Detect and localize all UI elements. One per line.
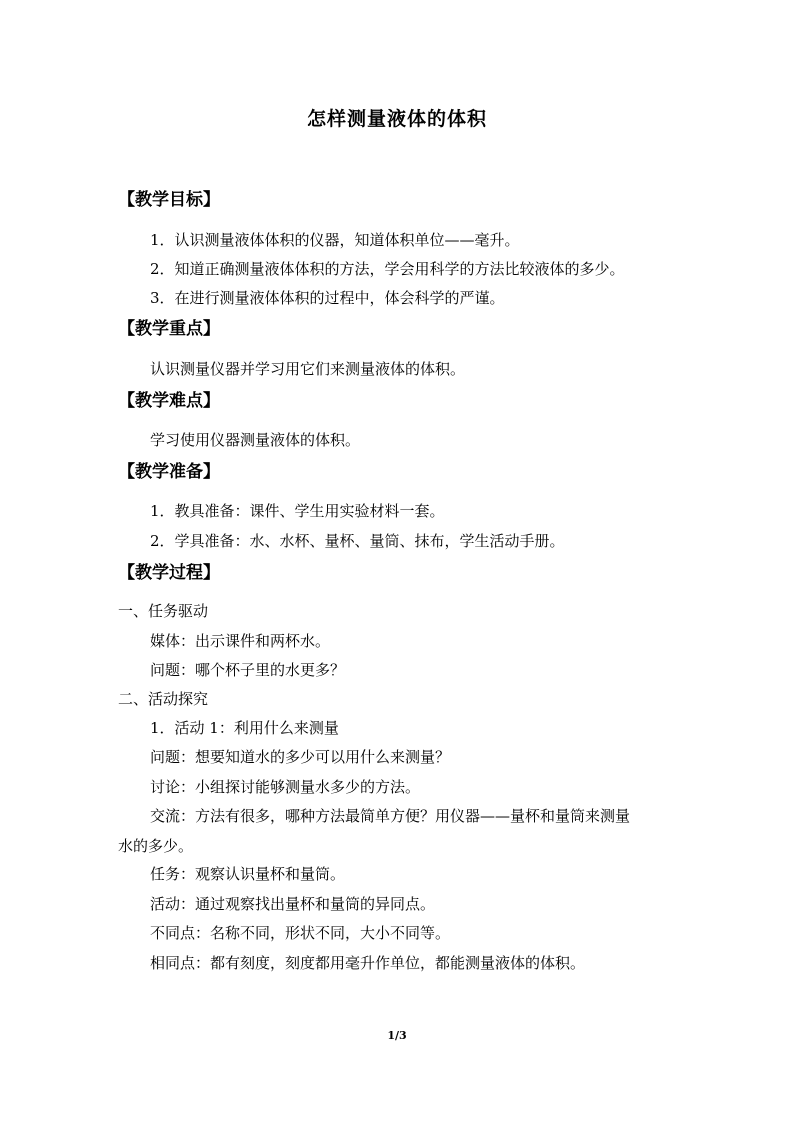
- process-line: 媒体：出示课件和两杯水。: [150, 632, 331, 650]
- process-part-title: 一、任务驱动: [118, 602, 209, 620]
- goal-item: 1．认识测量液体体积的仪器，知道体积单位——毫升。: [150, 231, 520, 249]
- section-heading-preparation: 【教学准备】: [118, 462, 220, 482]
- document-title: 怎样测量液体的体积: [306, 108, 487, 130]
- process-line: 1．活动 1：利用什么来测量: [150, 719, 339, 737]
- key-points-text: 认识测量仪器并学习用它们来测量液体的体积。: [150, 360, 466, 378]
- goal-item: 3．在进行测量液体体积的过程中，体会科学的严谨。: [150, 289, 505, 307]
- section-heading-goals: 【教学目标】: [118, 190, 220, 210]
- difficulties-text: 学习使用仪器测量液体的体积。: [150, 431, 361, 449]
- process-line: 不同点：名称不同，形状不同，大小不同等。: [150, 924, 451, 942]
- goal-item: 2．知道正确测量液体体积的方法，学会用科学的方法比较液体的多少。: [150, 260, 625, 278]
- preparation-item: 2．学具准备：水、水杯、量杯、量筒、抹布，学生活动手册。: [150, 532, 565, 550]
- process-line: 问题：哪个杯子里的水更多？: [150, 661, 346, 679]
- preparation-item: 1．教具准备：课件、学生用实验材料一套。: [150, 502, 445, 520]
- process-line: 问题：想要知道水的多少可以用什么来测量？: [150, 748, 451, 766]
- process-part-title: 二、活动探究: [118, 690, 209, 708]
- section-heading-process: 【教学过程】: [118, 563, 220, 583]
- process-line: 交流：方法有很多，哪种方法最简单方便？用仪器——量杯和量筒来测量: [150, 807, 631, 825]
- process-line: 任务：观察认识量杯和量筒。: [150, 865, 346, 883]
- process-line: 活动：通过观察找出量杯和量筒的异同点。: [150, 895, 436, 913]
- process-line: 相同点：都有刻度，刻度都用毫升作单位，都能测量液体的体积。: [150, 954, 586, 972]
- page-number: 1/3: [387, 1029, 407, 1042]
- process-line: 水的多少。: [118, 837, 194, 855]
- section-heading-key-points: 【教学重点】: [118, 319, 220, 339]
- section-heading-difficulties: 【教学难点】: [118, 391, 220, 411]
- process-line: 讨论：小组探讨能够测量水多少的方法。: [150, 778, 421, 796]
